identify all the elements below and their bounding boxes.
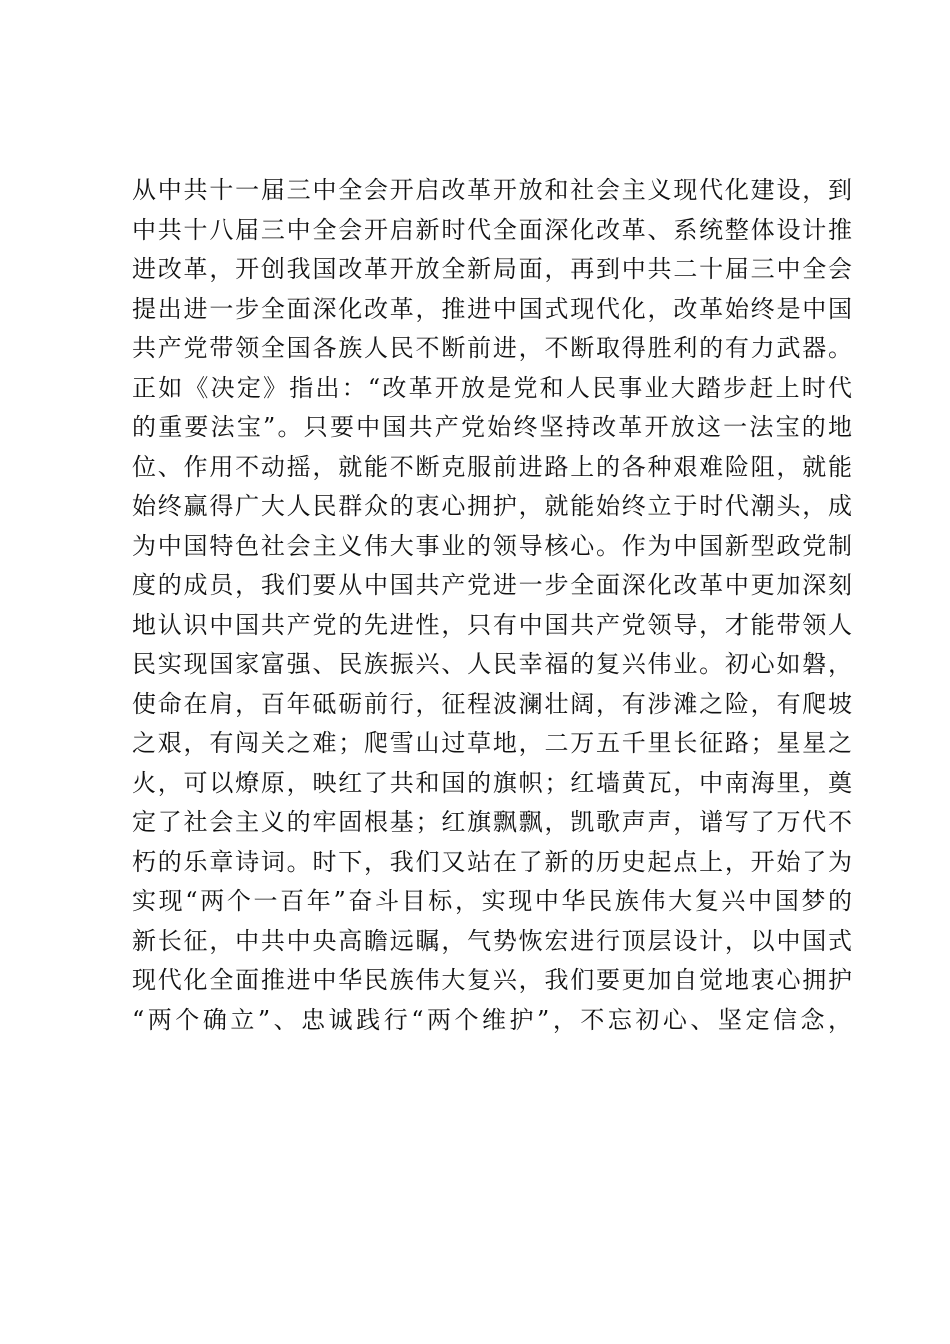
text-line: 中共十八届三中全会开启新时代全面深化改革、系统整体设计推: [132, 215, 852, 244]
text-line: 新长征，中共中央高瞻远瞩，气势恢宏进行顶层设计，以中国式: [132, 926, 852, 955]
text-line: 为中国特色社会主义伟大事业的领导核心。作为中国新型政党制: [132, 531, 852, 560]
text-line: 朽的乐章诗词。时下，我们又站在了新的历史起点上，开始了为: [132, 847, 852, 876]
text-line: 度的成员，我们要从中国共产党进一步全面深化改革中更加深刻: [132, 571, 852, 599]
text-line: 民实现国家富强、民族振兴、人民幸福的复兴伟业。初心如磐，: [132, 650, 852, 678]
text-line: 的重要法宝”。只要中国共产党始终坚持改革开放这一法宝的地: [132, 413, 852, 441]
text-line: 现代化全面推进中华民族伟大复兴，我们要更加自觉地衷心拥护: [132, 966, 852, 994]
text-line: 地认识中国共产党的先进性，只有中国共产党领导，才能带领人: [132, 610, 852, 639]
text-line: 进改革，开创我国改革开放全新局面，再到中共二十届三中全会: [132, 255, 852, 283]
text-line: 共产党带领全国各族人民不断前进，不断取得胜利的有力武器。: [132, 334, 852, 362]
text-line: 定了社会主义的牢固根基；红旗飘飘，凯歌声声，谱写了万代不: [132, 808, 852, 836]
text-line: 位、作用不动摇，就能不断克服前进路上的各种艰难险阻，就能: [132, 452, 852, 481]
text-line: 提出进一步全面深化改革，推进中国式现代化，改革始终是中国: [132, 294, 852, 323]
text-line: 使命在肩，百年砥砺前行，征程波澜壮阔，有涉滩之险，有爬坡: [132, 689, 852, 718]
text-line: “两个确立”、忠诚践行“两个维护”，不忘初心、坚定信念，: [132, 1005, 852, 1034]
text-line: 从中共十一届三中全会开启改革开放和社会主义现代化建设，到: [132, 176, 852, 204]
body-paragraph: [132, 171, 852, 1040]
text-line: 之艰，有闯关之难；爬雪山过草地，二万五千里长征路；星星之: [132, 729, 852, 757]
text-line: 正如《决定》指出：“改革开放是党和人民事业大踏步赶上时代: [132, 373, 852, 402]
text-line: 始终赢得广大人民群众的衷心拥护，就能始终立于时代潮头，成: [132, 492, 852, 520]
text-line: 火，可以燎原，映红了共和国的旗帜；红墙黄瓦，中南海里，奠: [132, 768, 852, 797]
text-line: 实现“两个一百年”奋斗目标，实现中华民族伟大复兴中国梦的: [132, 887, 852, 915]
